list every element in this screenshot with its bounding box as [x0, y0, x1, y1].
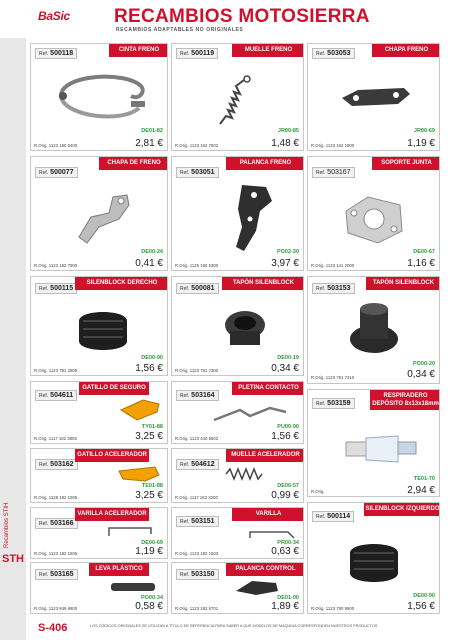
ref-number: 500118	[50, 50, 74, 57]
ref-box: Ref. 503151	[176, 516, 219, 527]
original-ref: R.Orig. 1117 182 3200	[175, 495, 218, 500]
product-label: CHAPA DE FRENO	[99, 157, 168, 170]
ref-number: 504611	[50, 392, 74, 399]
safety-trigger-image	[117, 396, 163, 424]
gasket-support-image	[338, 191, 408, 247]
ref-number: 503150	[191, 571, 215, 578]
ref-box: Ref. 503167	[312, 167, 355, 178]
throttle-spring-image	[224, 467, 264, 481]
original-ref: R.Orig. 1123 791 7310	[311, 375, 355, 380]
product-label: VARILLA ACELERADOR	[75, 508, 149, 521]
ref-number: 503165	[50, 571, 74, 578]
page-header	[0, 0, 452, 38]
ref-box: Ref. 503051	[176, 167, 219, 178]
product-card	[30, 276, 168, 376]
ref-box: Ref. 503166	[35, 518, 78, 529]
product-code: PU00-90	[277, 424, 299, 430]
original-ref: R.Orig. 1123 162 7900	[34, 263, 78, 268]
original-ref: R.Orig. 1123 790 9900	[311, 606, 355, 611]
product-price: 0,34 €	[271, 363, 299, 374]
ref-number: 503159	[327, 400, 351, 407]
product-code: DE00-67	[413, 249, 435, 255]
ref-box: Ref. 500077	[35, 167, 78, 178]
original-ref: R.Orig. 1117 182 3805	[34, 436, 77, 441]
product-label: PALANCA CONTROL	[226, 563, 304, 576]
ref-number: 503151	[191, 518, 215, 525]
product-price: 1,16 €	[407, 258, 435, 269]
ref-number: 503164	[191, 392, 215, 399]
product-price: 1,56 €	[271, 431, 299, 442]
ref-box: Ref. 503162	[35, 459, 78, 470]
product-label: LEVA PLÁSTICO	[89, 563, 149, 576]
brake-plate-image	[69, 187, 139, 247]
ref-box: Ref. 500081	[176, 283, 219, 294]
side-category-text: Recambios STIH	[4, 502, 10, 548]
control-lever-image	[232, 577, 282, 599]
original-ref: R.Orig. 1123 440 5602	[175, 436, 219, 441]
product-label: VARILLA	[232, 508, 304, 521]
product-code: PO02-30	[276, 249, 299, 255]
original-ref: R.Orig. 1123 182 1505	[34, 551, 78, 556]
product-price: 0,63 €	[271, 546, 299, 557]
product-code: DE00-69	[141, 540, 163, 546]
ref-number: 500115	[50, 285, 74, 292]
product-label: MUELLE ACELERADOR	[226, 449, 304, 462]
product-price: 1,19 €	[135, 546, 163, 557]
product-price: 3,97 €	[271, 258, 299, 269]
product-code: JR00-69	[413, 128, 435, 134]
product-card	[30, 156, 168, 271]
throttle-rod-image	[105, 522, 159, 540]
product-code: DE00-24	[141, 249, 163, 255]
ref-box: Ref. 503165	[35, 569, 78, 580]
product-card	[171, 276, 304, 376]
product-code: DE01-82	[141, 128, 163, 134]
product-label: RESPIRADERO DEPÓSITO 8x13x18mm	[370, 390, 440, 410]
ref-number: 500119	[191, 50, 215, 57]
product-code: DE00-90	[413, 593, 435, 599]
ref-box: Ref. 504612	[176, 459, 219, 470]
product-price: 1,48 €	[271, 138, 299, 149]
product-card	[30, 43, 168, 151]
product-price: 2,81 €	[135, 138, 163, 149]
page-subtitle: RECAMBIOS ADAPTABLES NO ORIGINALES	[116, 27, 244, 33]
product-card	[30, 381, 168, 444]
product-card	[30, 507, 168, 559]
page-title: RECAMBIOS MOTOSIERRA	[114, 6, 370, 27]
product-code: PR00-34	[277, 540, 299, 546]
ref-number: 503051	[191, 169, 215, 176]
ref-number: 503153	[327, 285, 351, 292]
original-ref: R.Orig. 1123 791 2905	[34, 368, 78, 373]
product-card	[171, 43, 304, 151]
product-label: CHAPA FRENO	[372, 44, 440, 57]
product-code: TE01-88	[141, 483, 163, 489]
ref-box: Ref. 504611	[35, 390, 77, 401]
brand-logo: BaSic	[38, 9, 70, 23]
product-label: SILENBLOCK DERECHO	[75, 277, 168, 290]
product-label: TAPÓN SILENBLOCK	[222, 277, 304, 290]
product-code: PO00-34	[140, 595, 163, 601]
product-price: 1,56 €	[407, 601, 435, 612]
product-code: TE01-70	[413, 476, 435, 482]
original-ref: R.Orig. 1123 791 7300	[175, 368, 219, 373]
product-price: 1,19 €	[407, 138, 435, 149]
product-price: 1,89 €	[271, 601, 299, 612]
tank-vent-image	[342, 428, 422, 468]
product-card	[307, 389, 440, 497]
ref-box: Ref. 500115	[35, 283, 77, 294]
product-label: GATILLO ACELERADOR	[75, 449, 149, 462]
original-ref: R.Orig.	[311, 489, 325, 494]
original-ref: R.Orig. 1125 160 5300	[175, 263, 219, 268]
silentblock-image	[342, 535, 406, 591]
ref-box: Ref. 503164	[176, 390, 219, 401]
product-code: DE00-19	[277, 355, 299, 361]
product-price: 0,34 €	[407, 369, 435, 380]
product-price: 0,41 €	[135, 258, 163, 269]
product-label: MUELLE FRENO	[232, 44, 304, 57]
ref-number: 503053	[327, 50, 351, 57]
original-ref: R.Orig. 1123 162 1800	[311, 143, 355, 148]
product-card	[30, 448, 168, 503]
silentblock-image	[71, 303, 135, 359]
plug-image	[220, 307, 270, 353]
original-ref: R.Orig. 1123 162 7502	[175, 143, 219, 148]
product-card	[307, 156, 440, 271]
product-card	[30, 562, 168, 614]
product-price: 3,25 €	[135, 431, 163, 442]
ref-number: 500077	[50, 169, 74, 176]
page-number: S-406	[38, 622, 68, 634]
product-label: TAPÓN SILENBLOCK	[366, 277, 440, 290]
product-code: JR00-85	[277, 128, 299, 134]
plastic-cam-image	[109, 579, 159, 595]
brake-band-image	[51, 66, 151, 126]
ref-number: 503166	[50, 520, 74, 527]
ref-number: 503167	[327, 169, 351, 176]
product-price: 2,94 €	[407, 485, 435, 496]
ref-box: Ref. 503150	[176, 569, 219, 580]
plug-image	[346, 299, 402, 357]
original-ref: R.Orig. 1123 849 6800	[34, 606, 78, 611]
brand-badge: STH	[2, 553, 24, 565]
product-card	[307, 276, 440, 384]
ref-number: 503162	[50, 461, 74, 468]
original-ref: R.Orig. 1128 182 1005	[34, 495, 78, 500]
ref-box: Ref. 503159	[312, 398, 355, 409]
ref-number: 504612	[191, 461, 215, 468]
original-ref: R.Orig. 1123 141 2000	[311, 263, 355, 268]
contact-plate-image	[210, 402, 290, 426]
ref-box: Ref. 503153	[312, 283, 355, 294]
product-price: 0,58 €	[135, 601, 163, 612]
product-card	[171, 156, 304, 271]
product-code: TY01-88	[141, 424, 163, 430]
brake-plate-image	[338, 82, 414, 112]
product-code: DE01-00	[277, 595, 299, 601]
original-ref: R.Orig. 1123 160 5400	[34, 143, 78, 148]
product-card	[307, 43, 440, 151]
product-card	[171, 448, 304, 503]
product-card	[171, 562, 304, 614]
ref-box: Ref. 500118	[35, 48, 77, 59]
product-price: 0,99 €	[271, 490, 299, 501]
ref-box: Ref. 500114	[312, 511, 354, 522]
side-bar	[0, 38, 26, 640]
throttle-trigger-image	[115, 463, 163, 485]
product-label: CINTA FRENO	[109, 44, 168, 57]
product-card	[171, 507, 304, 559]
product-price: 1,56 €	[135, 363, 163, 374]
ref-box: Ref. 503053	[312, 48, 355, 59]
brake-lever-image	[222, 181, 282, 255]
original-ref: R.Orig. 1123 182 1503	[175, 551, 219, 556]
ref-box: Ref. 500119	[176, 48, 218, 59]
footer-note: LOS CÓDIGOS ORIGINALES SE UTILIZAN A TÍTULO DE REFERENCIA PARA SABER A QUÉ MODELOS DE MÁQUINA CORRESPONDEN NUESTROS PRODUCTOS	[90, 624, 378, 628]
ref-number: 500114	[327, 513, 351, 520]
product-code: DE00-90	[141, 355, 163, 361]
product-price: 3,25 €	[135, 490, 163, 501]
product-label: GATILLO DE SEGURO	[79, 382, 149, 395]
ref-number: 500081	[191, 285, 215, 292]
product-card	[307, 502, 440, 614]
original-ref: R.Orig. 1123 182 6701	[175, 606, 219, 611]
product-label: PALANCA FRENO	[226, 157, 304, 170]
product-card	[171, 381, 304, 444]
product-label: SOPORTE JUNTA	[372, 157, 440, 170]
product-label: SILENBLOCK IZQUIERDO	[364, 503, 440, 516]
product-code: PO00-20	[412, 361, 435, 367]
product-code: DE00-57	[277, 483, 299, 489]
brake-spring-image	[212, 72, 262, 132]
product-label: PLETINA CONTACTO	[232, 382, 304, 395]
